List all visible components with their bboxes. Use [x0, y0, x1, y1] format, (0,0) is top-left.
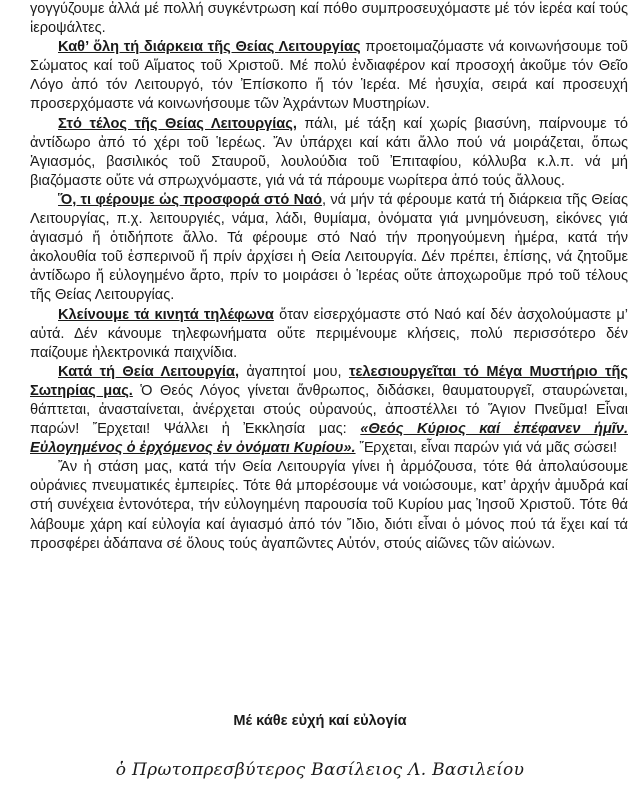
paragraph-mobile-phones: [30, 306, 628, 363]
author-signature: ὁ Πρωτοπρεσβύτερος Βασίλειος Λ. Βασιλείου: [115, 760, 525, 780]
paragraph-lead: Κατά τή Θεία Λειτουργία,: [58, 363, 240, 380]
paragraph-text: , νά μήν τά φέρουμε κατά τή διάρκεια τῆς Θείας Λειτουργίας, π.χ. λειτουργιές, νάμα, λάδι, θυμίαμα, ὀνόματα γιά μνημόνευση, εἰκόνες γιά ἁγιασμό ἤ ὁτιδήποτε ἄλλο. Τά φέρουμε στό Ναό τήν προηγούμενη ἡμέρα, κατά τήν ἀκολουθία τοῦ ἑσπερινοῦ ἤ πρίν ἀρχίσει ἡ Θεία Λειτουργία. Δέν πρέπει, ἐπίσης, νά ζητοῦμε ἀντίδωρο ἤ εὐλογημένο ἄρτο, πρίν το μοιράσει ὁ Ἱερέας οὔτε ἀποχωροῦμε πρό τοῦ τέλους τῆς Θείας Λειτουργίας.: [30, 191, 628, 304]
intro-fragment: γογγύζουμε ἀλλά μέ πολλή συγκέντρωση καί πόθο συμπροσευχόμαστε μέ τόν ἱερέα καί τούς ἱεροψάλτες.: [30, 1, 628, 37]
paragraph-lead: Στό τέλος τῆς Θείας Λειτουργίας,: [58, 115, 297, 132]
paragraph-text: Ὁ Θεός Λόγος γίνεται ἄνθρωπος, διδάσκει, θαυματουργεῖ, σταυρώνεται, θάπτεται, ἀνασταίνεται, ἀνέρχεται στούς οὐρανούς, ἀποστέλλει τό Ἅγιον Πνεῦμα! Εἶναι παρών! Ἔρχεται! Ψάλλει ἡ Ἐκκλησία μας:: [30, 382, 628, 438]
paragraph-text: ὅταν εἰσερχόμαστε στό Ναό καί δέν ἀσχολούμαστε μ’ αὐτά. Δέν κάνουμε τηλεφωνήματα οὔτε περιμένουμε κλήσεις, πολύ περισσότερο δέν παίζουμε ἠλεκτρονικά παιχνίδια.: [30, 306, 628, 361]
paragraph-conclusion: Ἄν ἡ στάση μας, κατά τήν Θεία Λειτουργία γίνει ἡ ἁρμόζουσα, τότε θά ἀπολαύσουμε οὐράνιες πνευματικές ἐμπειρίες. Τότε θά μπορέσουμε νά νοιώσουμε, κατ’ ἀρχήν ἀμυδρά καί στή συνέχεια ἐντονότερα, τήν εὐλογημένη παρουσία τοῦ Κυρίου μας Ἰησοῦ Χριστοῦ. Τότε θά λάβουμε χάρη καί εὐλογία καί ἁγιασμό ἀπό τόν Ἴδιο, διότι εἶναι ὁ μόνος πού τά ἔχει καί τά προσφέρει ἀδάπανα σέ ὅλους τούς ἀγαπῶντες Αὐτόν, στούς αἰῶνες τῶν αἰώνων.: [30, 459, 628, 552]
paragraph-lead: Καθ’ ὅλη τή διάρκεια τῆς Θείας Λειτουργίας: [58, 39, 361, 56]
paragraph-lead: Ὅ, τι φέρουμε ὡς προσφορά στό Ναό: [58, 191, 323, 208]
paragraph-lead-secondary: τελεσιουργεῖται τό Μέγα Μυστήριο τῆς Σωτηρίας μας.: [30, 363, 628, 399]
paragraph-lead: Κλείνουμε τά κινητά τηλέφωνα: [58, 306, 274, 323]
paragraph-end-of-liturgy: [30, 115, 628, 191]
hymn-quote: «Θεός Κύριος καί ἐπέφανεν ἡμῖν. Εὐλογημένος ὁ ἐρχόμενος ἐν ὀνόματι Κυρίου».: [30, 421, 628, 457]
paragraph-text: ἀγαπητοί μου,: [239, 363, 349, 380]
paragraph-mystery-of-salvation: [30, 363, 628, 458]
paragraph-text: προετοιμαζόμαστε νά κοινωνήσουμε τοῦ Σώματος καί τοῦ Αἵματος τοῦ Χριστοῦ. Μέ πολύ ἐνδιαφέρον καί προσοχή ἀκοῦμε τόν Θεῖο Λόγο ἀπό τόν Λειτουργό, τόν Ἐπίσκοπο ἤ τόν Ἱερέα. Μέ ἡσυχία, σειρά καί προσευχή προσερχόμαστε νά κοινωνήσουμε τῶν Ἀχράντων Μυστηρίων.: [30, 39, 628, 113]
paragraph-text: πάλι, μέ τάξη καί χωρίς βιασύνη, παίρνουμε τό ἀντίδωρο ἀπό τό χέρι τοῦ Ἱερέως. Ἄν ὑπάρχει καί κάτι ἄλλο πού νά μοιράζεται, ὅπως Ἁγιασμός, βασιλικός τοῦ Σταυροῦ, λουλούδια τοῦ Ἐπιταφίου, κόλλυβα κ.λ.π. νά μή βιαζόμαστε οὔτε νά σπρωχνόμαστε, γιά νά τά πάρουμε νωρίτερα ἀπό τούς ἄλλους.: [30, 115, 628, 189]
paragraph-communion: [30, 38, 628, 114]
document-body: [30, 0, 628, 554]
closing-blessing: Μέ κάθε εὐχή καί εὐλογία: [233, 713, 407, 729]
paragraph-offerings: [30, 191, 628, 306]
paragraph-text: Ἔρχεται, εἶναι παρών γιά νά μᾶς σώσει!: [355, 440, 618, 457]
